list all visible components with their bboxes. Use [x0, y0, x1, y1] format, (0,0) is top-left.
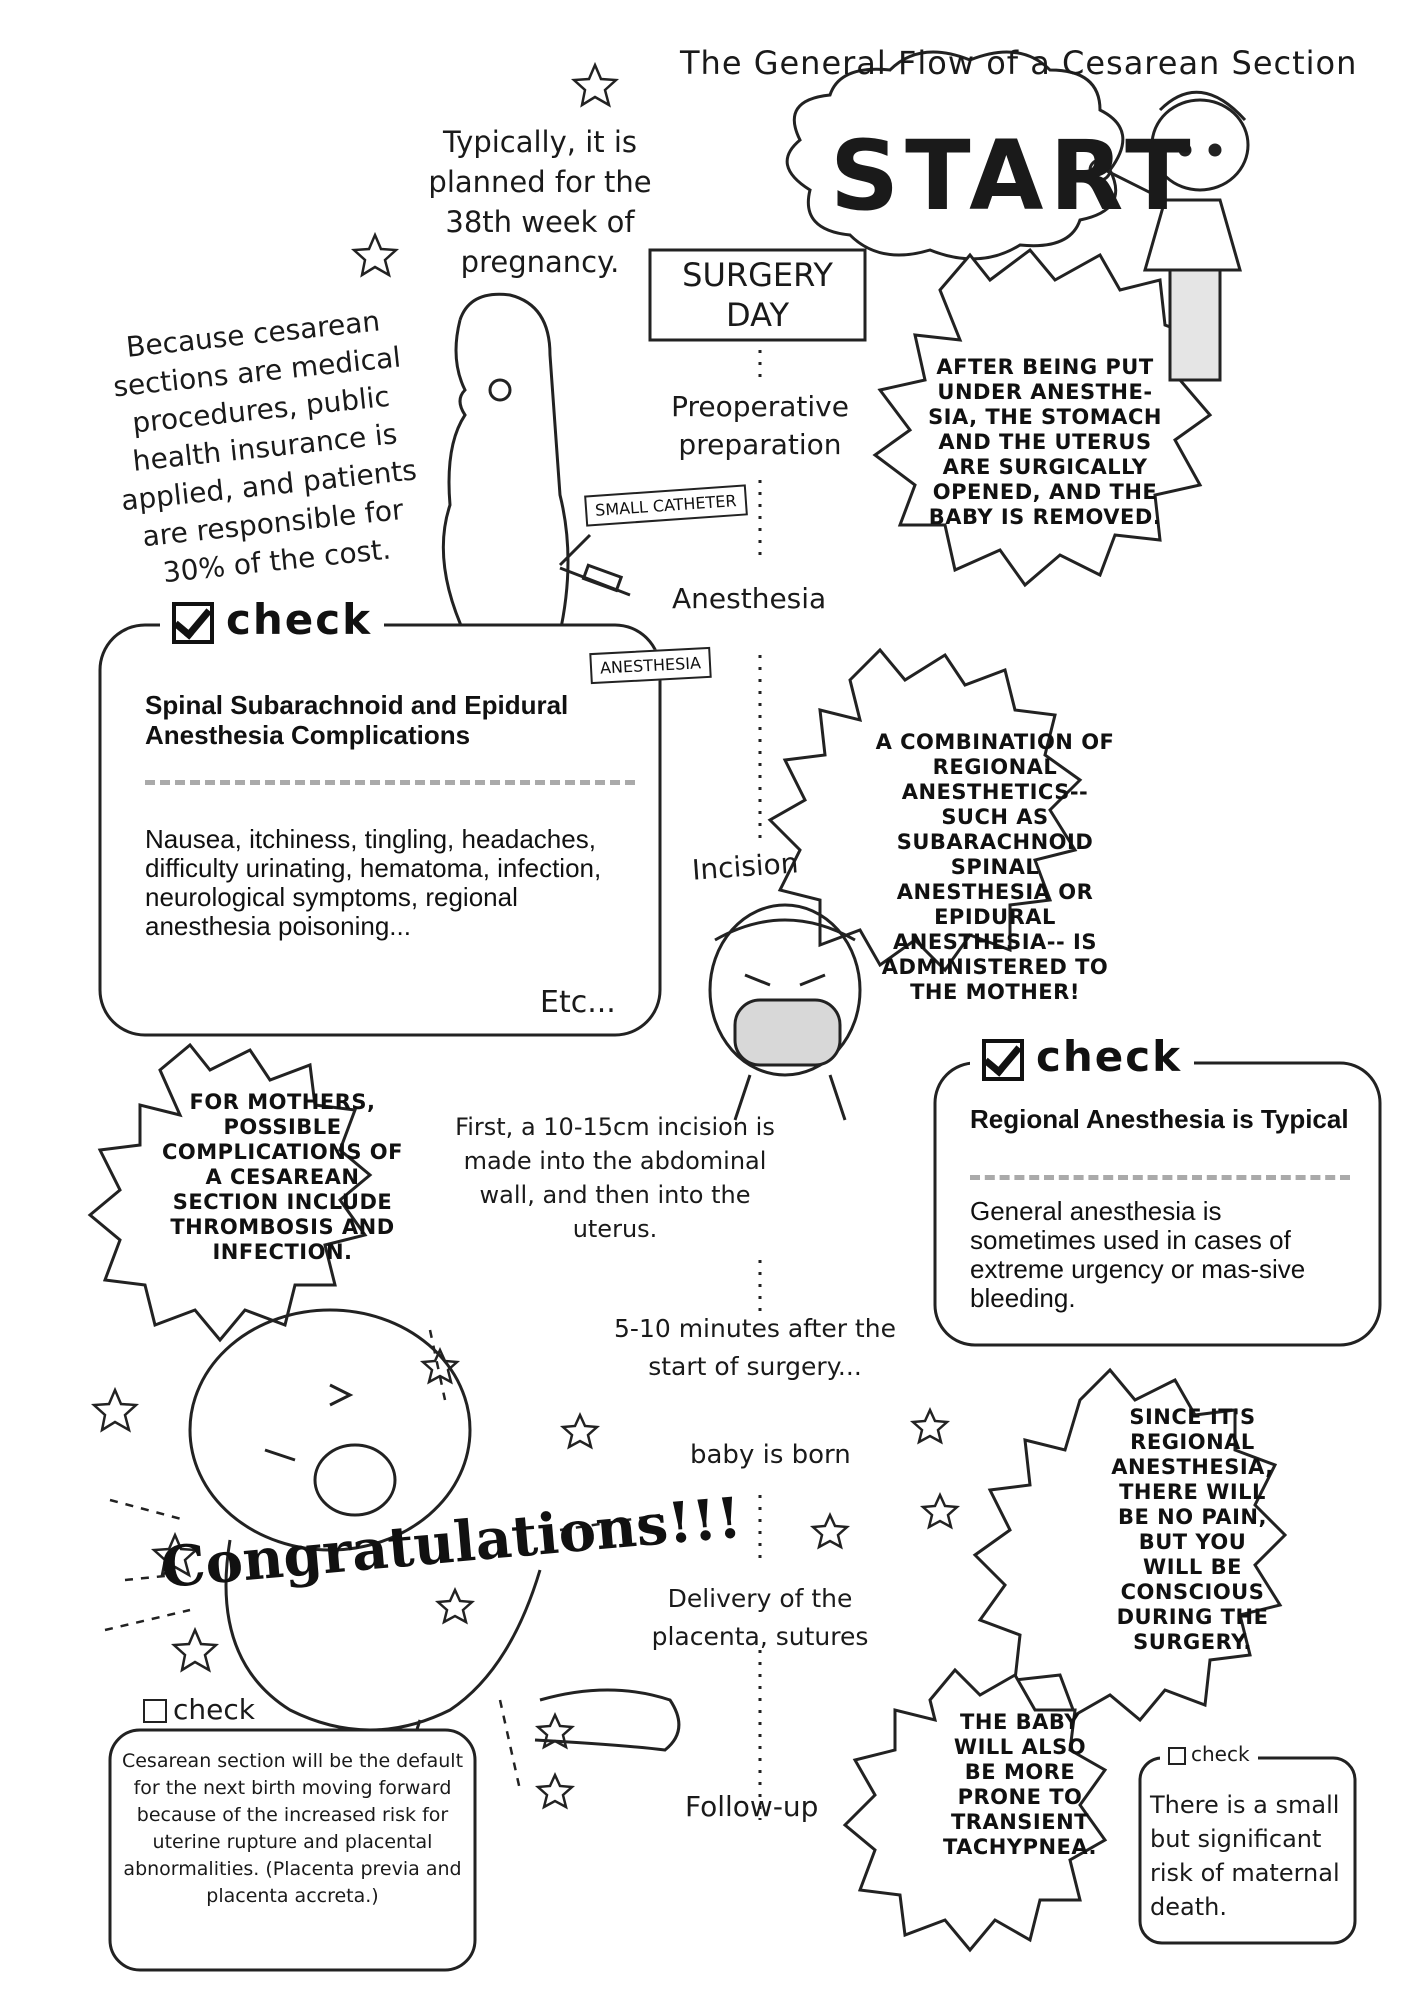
anesthesia-tag: ANESTHESIA: [589, 647, 711, 684]
small-catheter-tag: SMALL CATHETER: [584, 484, 747, 526]
checkbox-icon: [1168, 1747, 1186, 1765]
insurance-note: Because cesarean sections are medical procedures, public health insurance is applied, and patients are responsible for 30% of the cost.: [111, 304, 419, 590]
step-incision: Incision: [690, 846, 800, 887]
check4-body: There is a small but significant risk of maternal death.: [1150, 1791, 1340, 1921]
bubble-after-anesthesia: AFTER BEING PUT UNDER ANESTHE-SIA, THE STOMACH AND THE UTERUS ARE SURGICALLY OPENED, AND THE BABY IS REMOVED.: [928, 355, 1162, 529]
checkbox-icon: [143, 1699, 167, 1723]
step-baby-time: 5-10 minutes after the start of surgery...: [614, 1314, 896, 1381]
check1-header: [160, 595, 384, 644]
incision-note: First, a 10-15cm incision is made into the abdominal wall, and then into the uterus.: [455, 1113, 775, 1243]
check1-word: check: [226, 595, 373, 644]
planned-note: Typically, it is planned for the 38th week of pregnancy.: [428, 125, 652, 279]
check4-word: check: [1191, 1742, 1250, 1766]
bubble-combination: A COMBINATION OF REGIONAL ANESTHETICS--SUCH AS SUBARACHNOID SPINAL ANESTHESIA OR EPIDURAL ANESTHESIA-- IS ADMINISTERED TO THE MOTHER!: [875, 730, 1115, 1004]
step-preoperative: Preoperative preparation: [671, 390, 849, 461]
step-baby-born: baby is born: [690, 1440, 851, 1470]
surgery-day-label: SURGERY DAY: [682, 256, 833, 334]
step-followup: Follow-up: [685, 1790, 819, 1823]
check2-body: General anesthesia is sometimes used in cases of extreme urgency or mas-sive bleeding.: [970, 1196, 1306, 1313]
check2-divider: [970, 1175, 1350, 1180]
pregnant-woman-illustration: [443, 294, 568, 670]
bubble-no-pain: SINCE IT'S REGIONAL ANESTHESIA, THERE WILL BE NO PAIN, BUT YOU WILL BE CONSCIOUS DURING THE SURGERY.: [1111, 1405, 1274, 1654]
step-placenta: Delivery of the placenta, sutures: [651, 1584, 869, 1651]
page-title: The General Flow of a Cesarean Section: [680, 44, 1358, 82]
check1-title: Spinal Subarachnoid and Epidural Anesthesia Complications: [145, 690, 569, 750]
checkbox-icon: [982, 1039, 1024, 1081]
congratulations-text: Congratulations!!!: [158, 1484, 744, 1602]
bubble-complications: FOR MOTHERS, POSSIBLE COMPLICATIONS OF A CESAREAN SECTION INCLUDE THROMBOSIS AND INFECTION.: [162, 1090, 403, 1264]
check3-body: Cesarean section will be the default for the next birth moving forward because of the increased risk for uterine rupture and placental abnormalities. (Placenta previa and placenta accreta.): [121, 1750, 464, 1907]
bubble-tachypnea: THE BABY WILL ALSO BE MORE PRONE TO TRANSIENT TACHYPNEA.: [942, 1710, 1098, 1859]
check1-etc: Etc...: [540, 985, 616, 1020]
check2-word: check: [1036, 1032, 1183, 1081]
check2-title: Regional Anesthesia is Typical: [970, 1104, 1349, 1134]
check4-header: [1160, 1742, 1258, 1766]
check3-header: [135, 1693, 263, 1726]
step-anesthesia: Anesthesia: [672, 582, 827, 615]
start-label: START: [830, 120, 1197, 232]
checkbox-icon: [172, 602, 214, 644]
check2-header: [970, 1032, 1194, 1081]
syringe-icon: [560, 535, 630, 595]
check1-body: Nausea, itchiness, tingling, headaches, difficulty urinating, hematoma, infection, neurological symptoms, regional anesthesia poisoning...: [145, 824, 602, 941]
check1-divider: [145, 780, 635, 785]
check3-word: check: [173, 1693, 255, 1726]
